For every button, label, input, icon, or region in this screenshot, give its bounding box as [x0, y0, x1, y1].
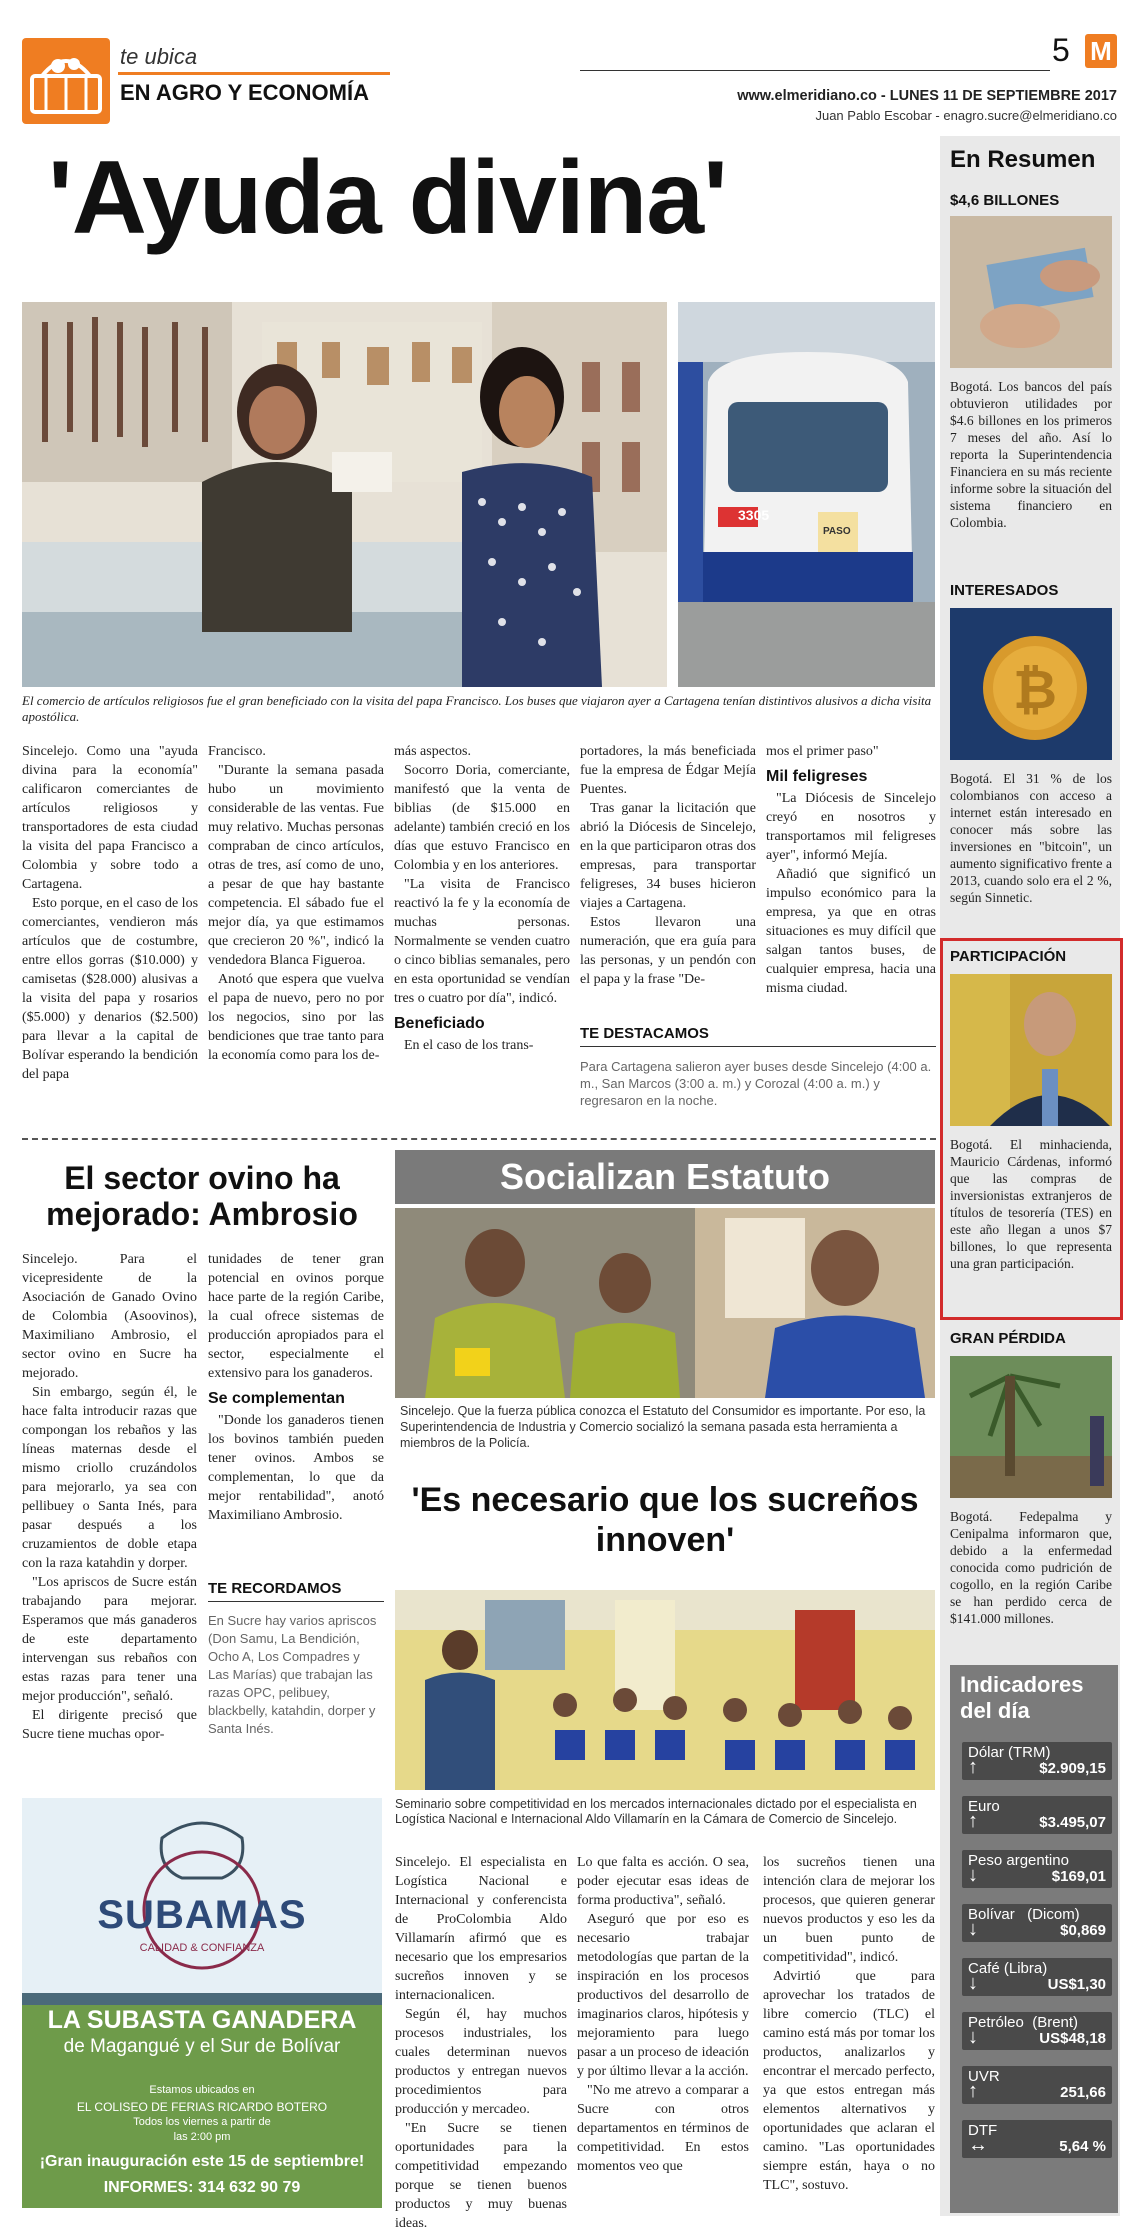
indicator-label: DTF — [968, 2122, 998, 2139]
ad-location-3: Todos los viernes a partir de — [133, 2116, 271, 2128]
subhead-beneficiado: Beneficiado — [394, 1015, 485, 1032]
ad-brand: SUBAMAS — [97, 1893, 307, 1937]
indicator-label: Bolívar (Dicom) — [968, 1906, 1080, 1923]
innoven-col1-p2: Según él, hay muchos procesos industriales, los cuales determinan nuevos productos y entregan nuevos procedimientos para producción y mercadeo. — [395, 2007, 567, 2117]
arrow-up-icon: ↑ — [968, 1756, 978, 1778]
innoven-caption: Seminario sobre competitividad en los mercados internacionales dictado por el especialista en Logística Nacional e Internacional Aldo Villamarín en la Cámara de Comercio de Sincelejo. — [395, 1797, 917, 1826]
main-col-4 — [580, 742, 756, 1012]
innoven-col3-p2: Advirtió que para aprovechar los tratados de libre comercio (TLC) el camino está más por tomar los productos, analizarlos y encontrar el mercado perfecto, ya que estos entregan más elementos alternativos y oportunidades que aclaran el camino. "Las oportunidades siempre están, haya o no TLC", sostuvo. — [763, 1969, 935, 2193]
indicator-peso-argentino — [962, 1850, 1112, 1888]
ad-location-2: EL COLISEO DE FERIAS RICARDO BOTERO — [76, 2100, 328, 2114]
main-photo-caption: El comercio de artículos religiosos fue el gran beneficiado con la visita del papa Francisco. Los buses que viajaron ayer a Cartagena tenían distintivos alusivos a dicha visita apostólica. — [22, 693, 932, 724]
summary-heading-1: $4,6 BILLONES — [950, 192, 1060, 209]
main-col5-p3: Añadió que significó un impulso económico para la empresa, ya que en otras situaciones es muy difícil que salgan tantos buses, de cualquier empresa, hacia una misma ciudad. — [766, 867, 936, 996]
main-col-1 — [22, 742, 198, 1132]
ad-location-4: las 2:00 pm — [173, 2131, 231, 2143]
indicator-dolar — [962, 1742, 1112, 1780]
indicator-value: 5,64 % — [1059, 2138, 1106, 2155]
innoven-col-3 — [763, 1853, 935, 2213]
indicator-cafe — [962, 1958, 1112, 1996]
arrow-down-icon: ↓ — [968, 2026, 978, 2048]
destacamos-rule — [580, 1046, 936, 1047]
seminar-photo — [395, 1590, 935, 1790]
main-col3-p4: En el caso de los trans- — [404, 1038, 534, 1053]
te-recordamos-title: TE RECORDAMOS — [208, 1580, 342, 1597]
summary-heading-2: INTERESADOS — [950, 582, 1059, 599]
indicator-label: Café (Libra) — [968, 1960, 1048, 1977]
main-col-5 — [766, 742, 936, 1012]
arrow-down-icon: ↓ — [968, 1918, 978, 1940]
arrow-down-icon: ↓ — [968, 1972, 978, 1994]
innoven-headline: 'Es necesario que los sucreños innoven' — [411, 1481, 919, 1559]
ovino-col-2 — [208, 1250, 384, 1580]
indicator-value: $3.495,07 — [1039, 1814, 1106, 1831]
innoven-col1-p3: "En Sucre se tienen oportunidades para la competitividad empezando porque se tienen buenos productos y muy buenas ideas. — [395, 2121, 567, 2231]
main-col4-p2: Tras ganar la licitación que abrió la Diócesis de Sincelejo, en la que participaron otras dos empresas, para transportar feligreses, 34 buses hicieron viajes a Cartagena. — [580, 801, 756, 911]
ad-title: LA SUBASTA GANADERA — [47, 2006, 357, 2034]
indicator-value: US$48,18 — [1039, 2030, 1106, 2047]
indicator-bolivar — [962, 1904, 1112, 1942]
main-col-2 — [208, 742, 384, 1132]
te-destacamos-text: Para Cartagena salieron ayer buses desde Sincelejo (4:00 a. m., San Marcos (3:00 a. m.) y Corozal (4:00 a. m.) y regresaron en la noche. — [580, 1059, 932, 1108]
recordamos-rule — [208, 1601, 384, 1602]
indicator-euro — [962, 1796, 1112, 1834]
ovino-col1-p3: "Los apriscos de Sucre están trabajando para mejorar. Esperamos que más ganaderos de este departamento intervengan sus rebaños con estas razas para tener una mejor producción", señaló. — [22, 1575, 197, 1704]
summary-text-1: Bogotá. Los bancos del país obtuvieron utilidades por $4.6 billones en los primeros 7 meses del año. Así lo reporta la Superintendencia Financiera en su más reciente informe sobre la situación del sistema financiero en Colombia. — [950, 379, 1112, 530]
main-col5-p2: "La Diócesis de Sincelejo creyó en nosotros y transportamos mil feligreses ayer", informó Mejía. — [766, 791, 936, 863]
summary-text-3: Bogotá. El minhacienda, Mauricio Cárdenas, informó que las compras de inversionistas extranjeros de títulos de tesorería (TES) en este año llegan a unos $7 billones, lo que representa una gran participación. — [950, 1137, 1112, 1271]
main-col-3 — [394, 742, 570, 1132]
section-divider — [22, 1138, 936, 1140]
indicator-petroleo — [962, 2012, 1112, 2050]
brand-logo: M — [1085, 34, 1117, 68]
main-col3-p1: más aspectos. — [394, 744, 471, 759]
indicator-dtf — [962, 2120, 1112, 2158]
main-col3-p3: "La visita de Francisco reactivó la fe y la economía de muchas personas. Normalmente se venden cuatro o cinco biblias semanales, pero en esta oportunidad se vendían tres o cuatro por día", indicó. — [394, 877, 570, 1006]
bus-photo — [678, 302, 935, 687]
bitcoin-photo — [950, 608, 1112, 760]
ad-inauguration: ¡Gran inauguración este 15 de septiembre! — [39, 2153, 365, 2170]
summary-text-2: Bogotá. El 31 % de los colombianos con acceso a internet están interesado en conocer más sobre las inversiones en "bitcoin", un aumento significativo frente a 2013, cuando solo era el 2 %, según Sinnetic. — [950, 771, 1112, 905]
estatuto-caption: Sincelejo. Que la fuerza pública conozca el Estatuto del Consumidor es importante. Por eso, la Superintendencia de Industria y Comercio socializó la semana pasada esta herramienta a miembros de la Policía. — [400, 1404, 926, 1450]
indicators-title: Indicadores del día — [960, 1672, 1084, 1723]
indicator-value: $0,869 — [1060, 1922, 1106, 1939]
indicator-label: Petróleo (Brent) — [968, 2014, 1079, 2031]
main-col2-p1: Francisco. — [208, 744, 266, 759]
ovino-col1-p1: Sincelejo. Para el vicepresidente de la Asociación de Ganado Ovino de Colombia (Asoovinos), Maximiliano Ambrosio, el sector ovino en Sucre ha mejorado. — [22, 1252, 197, 1381]
indicator-value: US$1,30 — [1047, 1976, 1106, 1993]
subhead-se-complementan: Se complementan — [208, 1390, 345, 1407]
innoven-col-1 — [395, 1853, 567, 2231]
indicator-value: 251,66 — [1060, 2084, 1106, 2101]
ad-contact[interactable]: INFORMES: 314 632 90 79 — [103, 2179, 301, 2196]
estatuto-headline: Socializan Estatuto — [499, 1156, 831, 1197]
summary-text-4: Bogotá. Fedepalma y Cenipalma informaron que, debido a la enfermedad conocida como pudrición de cogollo, en la región Caribe se han perdido cerca de $141.000 millones. — [950, 1509, 1112, 1626]
palm-photo — [950, 1356, 1112, 1498]
indicator-label: UVR — [968, 2068, 1000, 2085]
ovino-col2-p1: tunidades de tener gran potencial en ovinos porque hace parte de la región Caribe, la cual ofrece sistemas de producción apropiados para el sector, especialmente el extensivo para los ganaderos. — [208, 1252, 384, 1381]
section-logo — [22, 38, 110, 124]
innoven-col2-p3: "No me atrevo a comparar a Sucre con otros departamentos en términos de competitividad. En estos momentos veo que — [577, 2083, 749, 2174]
header-rule — [580, 70, 1050, 71]
bus-sign: PASO — [823, 526, 851, 537]
main-col4-p1: portadores, la más beneficiada fue la empresa de Édgar Mejía Puentes. — [580, 744, 756, 797]
section-kicker: te ubica — [120, 44, 198, 69]
shop-photo — [22, 302, 667, 687]
bus-number: 3305 — [738, 507, 770, 523]
arrow-up-icon: ↑ — [968, 1810, 978, 1832]
indicator-label: Dólar (TRM) — [968, 1744, 1051, 1761]
svg-text:₿: ₿ — [1012, 660, 1058, 720]
innoven-col2-p2: Aseguró que por eso es necesario trabajar metodologías que partan de la inspiración en los procesos productivos del desarrollo de imaginarios claros, hipótesis y mejoramiento para luego pasar a un proceso de ideación y por último llevar a la acción. — [577, 1912, 749, 2079]
arrow-down-icon: ↓ — [968, 1864, 978, 1886]
summary-heading-3: PARTICIPACIÓN — [950, 948, 1067, 965]
arrow-both-icon: ↔ — [968, 2134, 988, 2156]
main-col1-p2: Esto porque, en el caso de los comerciantes, vendieron más artículos que de costumbre, entre ellos gorras ($10.000) y camisetas ($28.000) alusivas a la visita del papa y rosarios ($5.000) y denarios ($2.500) para llevar a la capital de Bolívar esperando la bendición del papa — [22, 896, 199, 1082]
main-col3-p2: Socorro Doria, comerciante, manifestó que la venta de biblias (de $15.000 en adelante) también creció en los días que estuvo Francisco en Colombia y en los anteriores. — [394, 763, 570, 873]
indicator-label: Euro — [968, 1798, 1000, 1815]
innoven-col3-p1: los sucreños tienen una intención clara de mejorar los procesos, que quieren generar nuevos productos y eso les da un buen punto de competitividad", indicó. — [763, 1855, 935, 1965]
ovino-col2-p2: "Donde los ganaderos tienen los bovinos también pueden tener ovinos. Ambos se complementan, lo que da mejor rentabilidad", anotó Maximiliano Ambrosio. — [208, 1413, 384, 1523]
ad-tagline: CALIDAD & CONFIANZA — [139, 1942, 265, 1954]
indicator-label: Peso argentino — [968, 1852, 1069, 1869]
ovino-col1-p4: El dirigente precisó que Sucre tiene muchas opor- — [22, 1708, 197, 1742]
ad-location-1: Estamos ubicados en — [149, 2084, 255, 2096]
subhead-mil-feligreses: Mil feligreses — [766, 768, 868, 785]
main-col4-p3: Estos llevaron una numeración, que era guía para las personas, y un pendón con el papa y la frase "De- — [580, 915, 756, 987]
ovino-col-1 — [22, 1250, 197, 1770]
main-col5-p1: mos el primer paso" — [766, 744, 879, 759]
basket-icon — [22, 38, 110, 124]
indicator-value: $2.909,15 — [1039, 1760, 1106, 1777]
te-recordamos-text: En Sucre hay varios apriscos (Don Samu, La Bendición, Ocho A, Los Compadres y Las Marías) que trabajan las razas OPC, pelibuey, blackbelly, katahdin, dorper y Santa Inés. — [208, 1613, 377, 1736]
te-destacamos-title: TE DESTACAMOS — [580, 1025, 709, 1042]
editor-credit: Juan Pablo Escobar - enagro.sucre@elmeridiano.co — [815, 108, 1117, 123]
orange-rule — [118, 72, 390, 75]
innoven-col2-p1: Lo que falta es acción. O sea, poder ejecutar esas ideas de forma productiva", señaló. — [577, 1855, 749, 1908]
section-title: EN AGRO Y ECONOMÍA — [120, 80, 369, 105]
subamas-ad[interactable] — [22, 1798, 382, 2208]
sidebar-title: En Resumen — [950, 146, 1096, 173]
main-col2-p2: "Durante la semana pasada hubo un movimiento considerable de las ventas. Fue muy relativo. Muchas personas compraban de cinco artículos, otras de tres, así como de uno, a pesar de que hay bastante competencia. El sábado fue el mejor día, ya que estimamos que crecieron 20 %", indicó la vendedora Blanca Figueroa. — [208, 763, 384, 968]
main-col1-p1: Sincelejo. Como una "ayuda divina para la economía" calificaron comerciantes de artículos religiosos y transportadores de esta ciudad la visita del papa Francisco a Colombia y sobre todo a Cartagena. — [22, 744, 198, 892]
ovino-headline: El sector ovino ha mejorado: Ambrosio — [46, 1160, 358, 1232]
indicator-uvr — [962, 2066, 1112, 2104]
summary-heading-4: GRAN PÉRDIDA — [950, 1330, 1066, 1347]
site-date: www.elmeridiano.co - LUNES 11 DE SEPTIEMBRE 2017 — [737, 88, 1117, 104]
police-photo — [395, 1208, 935, 1398]
minister-photo — [950, 974, 1112, 1126]
main-headline: 'Ayuda divina' — [48, 140, 727, 256]
ad-subtitle: de Magangué y el Sur de Bolívar — [63, 2036, 341, 2057]
innoven-col1-p1: Sincelejo. El especialista en Logística Nacional e Internacional y conferencista de ProColombia Aldo Villamarín afirmó que es necesario que los empresarios sucreños innoven y se internacionalicen. — [395, 1855, 567, 2003]
innoven-col-2 — [577, 1853, 749, 2213]
arrow-up-icon: ↑ — [968, 2080, 978, 2102]
estatuto-banner — [395, 1150, 935, 1204]
ovino-col1-p2: Sin embargo, según él, le hace falta introducir razas que compongan los rebaños y las líneas maternas desde el mismo criollo cruzándolos para mejorarlo, ya sea con pellibuey o Santa Inés, para pasar después a los cruzamientos de doble etapa con la raza katahdin y dorper. — [22, 1385, 197, 1571]
main-col2-p3: Anotó que espera que vuelva el papa de nuevo, pero no por los negocios, sino por las bendiciones que trae tanto para la economía como para los de- — [208, 972, 384, 1063]
indicator-value: $169,01 — [1051, 1868, 1106, 1885]
money-photo — [950, 216, 1112, 368]
page-number: 5 — [1052, 32, 1070, 68]
